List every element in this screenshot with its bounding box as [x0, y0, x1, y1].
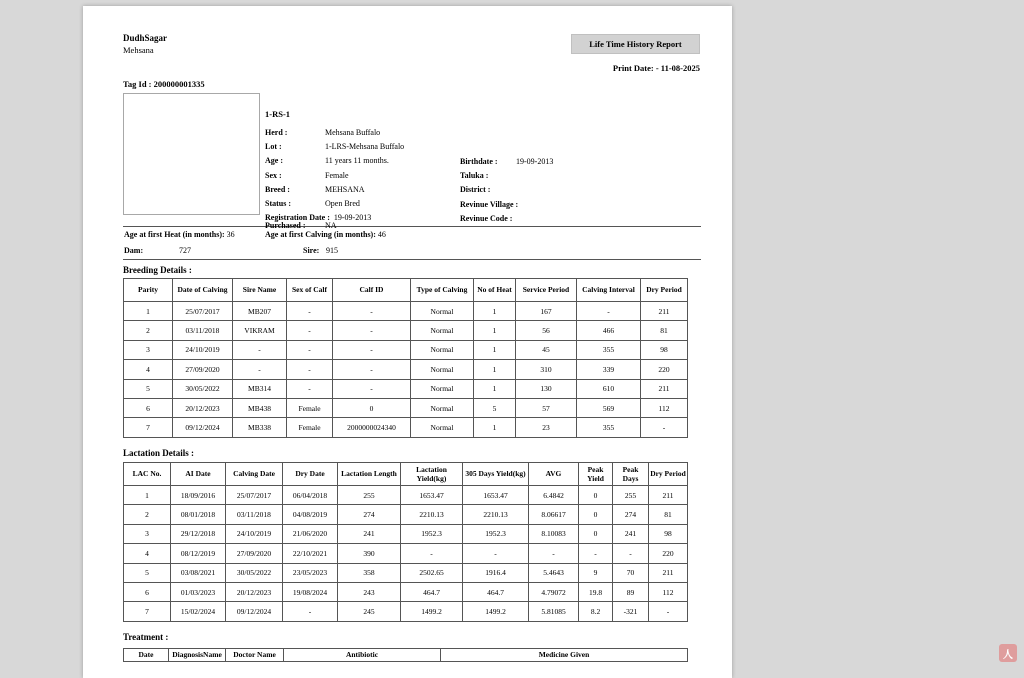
field-value: Mehsana Buffalo — [325, 128, 381, 137]
column-header: AI Date — [171, 463, 226, 486]
org-name: DudhSagar — [123, 33, 168, 43]
table-cell: 04/08/2019 — [283, 505, 338, 524]
table-cell: VIKRAM — [233, 321, 287, 340]
field-label: Registration Date : — [265, 213, 330, 223]
table-cell: 1 — [124, 486, 171, 505]
table-cell: 130 — [516, 379, 577, 398]
table-cell: 8.06617 — [529, 505, 579, 524]
table-row — [124, 524, 688, 543]
table-cell: 4 — [124, 360, 173, 379]
table-cell: 5 — [124, 563, 171, 582]
table-cell: - — [613, 544, 649, 563]
table-cell: 4 — [124, 544, 171, 563]
sire-label: Sire: — [303, 246, 320, 255]
table-cell: 98 — [649, 524, 688, 543]
table-cell: - — [287, 302, 333, 321]
table-cell: - — [333, 360, 411, 379]
table-row — [124, 563, 688, 582]
column-header: Medicine Given — [441, 649, 688, 662]
table-cell: 8.10083 — [529, 524, 579, 543]
column-header: Date of Calving — [173, 279, 233, 302]
table-cell: 7 — [124, 418, 173, 437]
lactation-section-title: Lactation Details : — [123, 448, 194, 458]
pdf-download-icon[interactable] — [999, 644, 1017, 662]
column-header: Calving Date — [226, 463, 283, 486]
dam-value: 727 — [179, 246, 191, 255]
animal-info-left — [265, 126, 404, 225]
table-cell: 355 — [577, 418, 641, 437]
org-branch: Mehsana — [123, 44, 154, 55]
table-cell: 220 — [649, 544, 688, 563]
table-cell: 167 — [516, 302, 577, 321]
field-label: Purchased : — [265, 221, 306, 230]
table-cell: 610 — [577, 379, 641, 398]
table-cell: 98 — [641, 340, 688, 359]
table-row — [124, 486, 688, 505]
table-cell: 355 — [577, 340, 641, 359]
table-cell: 3 — [124, 340, 173, 359]
column-header: Service Period — [516, 279, 577, 302]
table-cell: 0 — [579, 524, 613, 543]
table-cell: 2210.13 — [401, 505, 463, 524]
report-page — [83, 6, 732, 678]
table-cell: 24/10/2019 — [226, 524, 283, 543]
table-cell: - — [463, 544, 529, 563]
table-cell: 2210.13 — [463, 505, 529, 524]
table-cell: 2000000024340 — [333, 418, 411, 437]
info-field-row — [460, 198, 553, 212]
column-header: Antibiotic — [284, 649, 441, 662]
field-label: Age at first Calving (in months): — [265, 230, 376, 239]
table-cell: 112 — [641, 398, 688, 417]
info-field-row — [265, 126, 404, 140]
table-cell: - — [641, 418, 688, 437]
table-cell: 0 — [579, 486, 613, 505]
info-field-row — [460, 169, 553, 183]
pdf-icon-glyph: 人 — [1003, 649, 1013, 661]
table-cell: - — [577, 302, 641, 321]
table-cell: 03/11/2018 — [226, 505, 283, 524]
table-cell: 30/05/2022 — [226, 563, 283, 582]
table-cell: 310 — [516, 360, 577, 379]
field-value: MEHSANA — [325, 184, 365, 194]
column-header: Parity — [124, 279, 173, 302]
table-cell: 243 — [338, 582, 401, 601]
table-cell: 4.79072 — [529, 582, 579, 601]
table-cell: 211 — [641, 302, 688, 321]
table-cell: 0 — [579, 505, 613, 524]
table-cell: Normal — [411, 360, 474, 379]
table-cell: 464.7 — [463, 582, 529, 601]
field-label: Taluka : — [460, 171, 489, 181]
treatment-table — [123, 648, 688, 662]
table-cell: 1952.3 — [463, 524, 529, 543]
table-cell: 1653.47 — [463, 486, 529, 505]
table-row — [124, 602, 688, 621]
table-row — [124, 321, 688, 340]
breeding-section-title: Breeding Details : — [123, 265, 192, 275]
table-cell: MB314 — [233, 379, 287, 398]
column-header: AVG — [529, 463, 579, 486]
table-cell: 8.2 — [579, 602, 613, 621]
field-value: 1-LRS-Mehsana Buffalo — [325, 142, 405, 152]
table-cell: 22/10/2021 — [283, 544, 338, 563]
column-header: Lactation Length — [338, 463, 401, 486]
table-cell: 5 — [474, 398, 516, 417]
table-cell: 6 — [124, 582, 171, 601]
breeding-table — [123, 278, 688, 438]
table-cell: 89 — [613, 582, 649, 601]
purchased-row — [265, 221, 337, 230]
table-cell: 19.8 — [579, 582, 613, 601]
table-cell: 220 — [641, 360, 688, 379]
table-header-row — [124, 279, 688, 302]
table-cell: 1 — [474, 302, 516, 321]
info-field-row — [460, 155, 553, 169]
field-label: District : — [460, 185, 491, 195]
column-header: Sire Name — [233, 279, 287, 302]
info-field-row — [265, 169, 404, 183]
table-header-row — [124, 649, 688, 662]
table-cell: 1952.3 — [401, 524, 463, 543]
table-cell: 1 — [474, 340, 516, 359]
table-cell: 27/09/2020 — [173, 360, 233, 379]
animal-photo-placeholder — [123, 93, 260, 215]
table-cell: 29/12/2018 — [171, 524, 226, 543]
divider-line — [123, 226, 701, 227]
column-header: Dry Period — [649, 463, 688, 486]
animal-name: 1-RS-1 — [265, 109, 291, 119]
table-cell: 1 — [474, 321, 516, 340]
table-cell: - — [333, 321, 411, 340]
table-cell: MB207 — [233, 302, 287, 321]
table-cell: 241 — [338, 524, 401, 543]
table-cell: 45 — [516, 340, 577, 359]
field-value: NA — [325, 221, 337, 230]
field-label: Status : — [265, 198, 292, 208]
table-cell: 27/09/2020 — [226, 544, 283, 563]
table-cell: 274 — [338, 505, 401, 524]
table-cell: 1 — [124, 302, 173, 321]
info-field-row — [265, 197, 404, 211]
table-cell: 358 — [338, 563, 401, 582]
table-cell: 7 — [124, 602, 171, 621]
field-label: Birthdate : — [460, 157, 498, 166]
print-date: Print Date: - 11-08-2025 — [612, 63, 700, 73]
table-row — [124, 505, 688, 524]
table-row — [124, 418, 688, 437]
field-value: 19-09-2013 — [333, 213, 372, 223]
table-cell: Normal — [411, 321, 474, 340]
table-cell: 2 — [124, 321, 173, 340]
table-cell: 21/06/2020 — [283, 524, 338, 543]
age-first-heat — [124, 230, 235, 239]
table-cell: 211 — [641, 379, 688, 398]
field-label: Lot : — [265, 142, 282, 152]
field-value: 46 — [377, 230, 386, 239]
table-cell: 274 — [613, 505, 649, 524]
divider-line — [123, 259, 701, 260]
table-cell: 25/07/2017 — [173, 302, 233, 321]
table-cell: - — [287, 379, 333, 398]
column-header: Peak Yield — [579, 463, 613, 486]
sire-value: 915 — [326, 246, 338, 255]
table-cell: 0 — [333, 398, 411, 417]
table-cell: 57 — [516, 398, 577, 417]
table-row — [124, 379, 688, 398]
table-cell: 15/02/2024 — [171, 602, 226, 621]
field-label: Breed : — [265, 184, 290, 194]
field-value: 11 years 11 months. — [325, 156, 389, 166]
table-cell: Female — [287, 418, 333, 437]
table-cell: 390 — [338, 544, 401, 563]
table-cell: 211 — [649, 486, 688, 505]
table-cell: - — [283, 602, 338, 621]
table-cell: 06/04/2018 — [283, 486, 338, 505]
animal-info-right — [460, 155, 553, 226]
field-label: Revinue Code : — [460, 213, 513, 223]
field-value: 19-09-2013 — [516, 157, 554, 166]
report-title-button[interactable] — [571, 34, 700, 54]
table-cell: 9 — [579, 563, 613, 582]
table-cell: - — [529, 544, 579, 563]
table-cell: 5.4643 — [529, 563, 579, 582]
info-field-row — [265, 140, 404, 154]
field-label: Herd : — [265, 128, 288, 137]
info-field-row — [265, 154, 404, 168]
table-cell: - — [287, 340, 333, 359]
table-row — [124, 544, 688, 563]
tag-id: Tag Id : 200000001335 — [123, 79, 205, 89]
dam-label: Dam: — [124, 246, 144, 255]
column-header: Sex of Calf — [287, 279, 333, 302]
table-cell: 1916.4 — [463, 563, 529, 582]
info-field-row — [460, 212, 553, 226]
table-cell: 03/11/2018 — [173, 321, 233, 340]
table-cell: MB338 — [233, 418, 287, 437]
column-header: Peak Days — [613, 463, 649, 486]
table-cell: 18/09/2016 — [171, 486, 226, 505]
column-header: Doctor Name — [226, 649, 284, 662]
table-cell: Female — [287, 398, 333, 417]
table-cell: 30/05/2022 — [173, 379, 233, 398]
field-label: Sex : — [265, 170, 282, 180]
table-cell: 24/10/2019 — [173, 340, 233, 359]
table-cell: Normal — [411, 398, 474, 417]
table-cell: 1 — [474, 360, 516, 379]
table-cell: 23 — [516, 418, 577, 437]
table-cell: 01/03/2023 — [171, 582, 226, 601]
field-value: Female — [325, 170, 349, 180]
field-label: Age at first Heat (in months): — [124, 230, 225, 239]
table-cell: 20/12/2023 — [173, 398, 233, 417]
table-cell: 5 — [124, 379, 173, 398]
column-header: DiagnosisName — [169, 649, 226, 662]
info-field-row — [460, 183, 553, 197]
table-cell: 5.81085 — [529, 602, 579, 621]
table-cell: 03/08/2021 — [171, 563, 226, 582]
column-header: Date — [124, 649, 169, 662]
table-cell: 56 — [516, 321, 577, 340]
table-cell: 112 — [649, 582, 688, 601]
table-cell: - — [287, 360, 333, 379]
table-row — [124, 360, 688, 379]
table-cell: 241 — [613, 524, 649, 543]
column-header: Type of Calving — [411, 279, 474, 302]
table-row — [124, 302, 688, 321]
table-cell: 3 — [124, 524, 171, 543]
column-header: 305 Days Yield(kg) — [463, 463, 529, 486]
table-cell: 245 — [338, 602, 401, 621]
table-cell: 1 — [474, 418, 516, 437]
table-cell: - — [333, 340, 411, 359]
table-cell: - — [579, 544, 613, 563]
field-label: Age : — [265, 156, 283, 166]
table-cell: - — [333, 302, 411, 321]
table-cell: 09/12/2024 — [173, 418, 233, 437]
table-row — [124, 340, 688, 359]
column-header: Calving Interval — [577, 279, 641, 302]
table-cell: - — [287, 321, 333, 340]
table-cell: 23/05/2023 — [283, 563, 338, 582]
table-cell: Normal — [411, 340, 474, 359]
table-cell: 1 — [474, 379, 516, 398]
column-header: No of Heat — [474, 279, 516, 302]
table-cell: - — [401, 544, 463, 563]
table-cell: 1653.47 — [401, 486, 463, 505]
table-cell: 20/12/2023 — [226, 582, 283, 601]
table-cell: 19/08/2024 — [283, 582, 338, 601]
table-cell: Normal — [411, 302, 474, 321]
column-header: Calf ID — [333, 279, 411, 302]
treatment-section-title: Treatment : — [123, 632, 169, 642]
org-block — [123, 33, 167, 56]
lactation-table — [123, 462, 688, 622]
table-cell: - — [233, 360, 287, 379]
table-cell: Normal — [411, 379, 474, 398]
table-cell: 70 — [613, 563, 649, 582]
column-header: Dry Date — [283, 463, 338, 486]
table-cell: MB438 — [233, 398, 287, 417]
table-cell: 6 — [124, 398, 173, 417]
table-cell: 2 — [124, 505, 171, 524]
field-value: 36 — [226, 230, 235, 239]
table-cell: 339 — [577, 360, 641, 379]
table-cell: -321 — [613, 602, 649, 621]
table-cell: 2502.65 — [401, 563, 463, 582]
table-header-row — [124, 463, 688, 486]
table-cell: 08/01/2018 — [171, 505, 226, 524]
table-cell: - — [233, 340, 287, 359]
age-first-calving — [265, 230, 386, 239]
column-header: LAC No. — [124, 463, 171, 486]
table-cell: 255 — [338, 486, 401, 505]
field-value: Open Bred — [325, 198, 360, 208]
table-cell: 09/12/2024 — [226, 602, 283, 621]
table-cell: 466 — [577, 321, 641, 340]
table-cell: - — [333, 379, 411, 398]
table-cell: 81 — [641, 321, 688, 340]
table-cell: 6.4842 — [529, 486, 579, 505]
table-cell: 464.7 — [401, 582, 463, 601]
column-header: Lactation Yield(kg) — [401, 463, 463, 486]
table-row — [124, 398, 688, 417]
table-cell: 08/12/2019 — [171, 544, 226, 563]
table-cell: 81 — [649, 505, 688, 524]
table-cell: 25/07/2017 — [226, 486, 283, 505]
column-header: Dry Period — [641, 279, 688, 302]
info-field-row — [265, 183, 404, 197]
table-row — [124, 582, 688, 601]
table-cell: 255 — [613, 486, 649, 505]
field-label: Revinue Village : — [460, 199, 519, 209]
table-cell: 1499.2 — [401, 602, 463, 621]
table-cell: 211 — [649, 563, 688, 582]
table-cell: 569 — [577, 398, 641, 417]
table-cell: Normal — [411, 418, 474, 437]
table-cell: 1499.2 — [463, 602, 529, 621]
report-title-label: Life Time History Report — [589, 39, 682, 49]
table-cell: - — [649, 602, 688, 621]
